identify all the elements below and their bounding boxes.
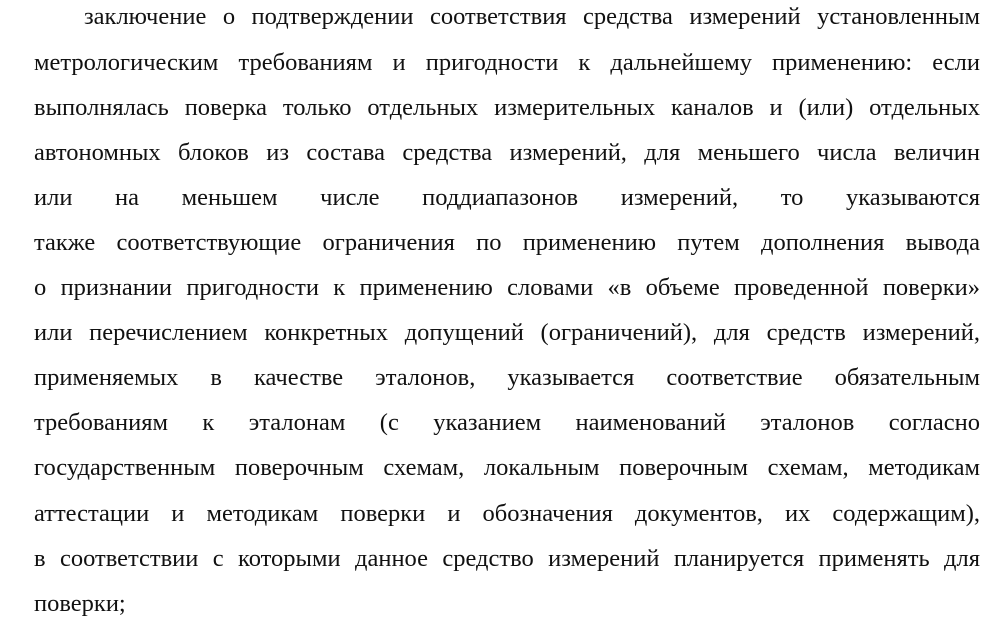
- text-line-6: также соответствующие ограничения по применению путем дополнения вывода: [34, 229, 980, 256]
- text-line-7: о признании пригодности к применению словами «в объеме проведенной поверки»: [34, 274, 980, 301]
- text-line-11: государственным поверочным схемам, локальным поверочным схемам, методикам: [34, 454, 980, 481]
- text-line-14: поверки;: [34, 590, 126, 617]
- text-line-12: аттестации и методикам поверки и обозначения документов, их содержащим),: [34, 500, 980, 527]
- text-line-3: выполнялась поверка только отдельных измерительных каналов и (или) отдельных: [34, 94, 980, 121]
- text-line-8: или перечислением конкретных допущений (ограничений), для средств измерений,: [34, 319, 980, 346]
- text-line-1: заключение о подтверждении соответствия средства измерений установленным: [84, 3, 980, 30]
- text-line-13: в соответствии с которыми данное средство измерений планируется применять для: [34, 545, 980, 572]
- text-line-9: применяемых в качестве эталонов, указывается соответствие обязательным: [34, 364, 980, 391]
- text-line-10: требованиям к эталонам (с указанием наименований эталонов согласно: [34, 409, 980, 436]
- text-line-2: метрологическим требованиям и пригодности к дальнейшему применению: если: [34, 49, 980, 76]
- text-line-4: автономных блоков из состава средства измерений, для меньшего числа величин: [34, 139, 980, 166]
- text-line-5: или на меньшем числе поддиапазонов измерений, то указываются: [34, 184, 980, 211]
